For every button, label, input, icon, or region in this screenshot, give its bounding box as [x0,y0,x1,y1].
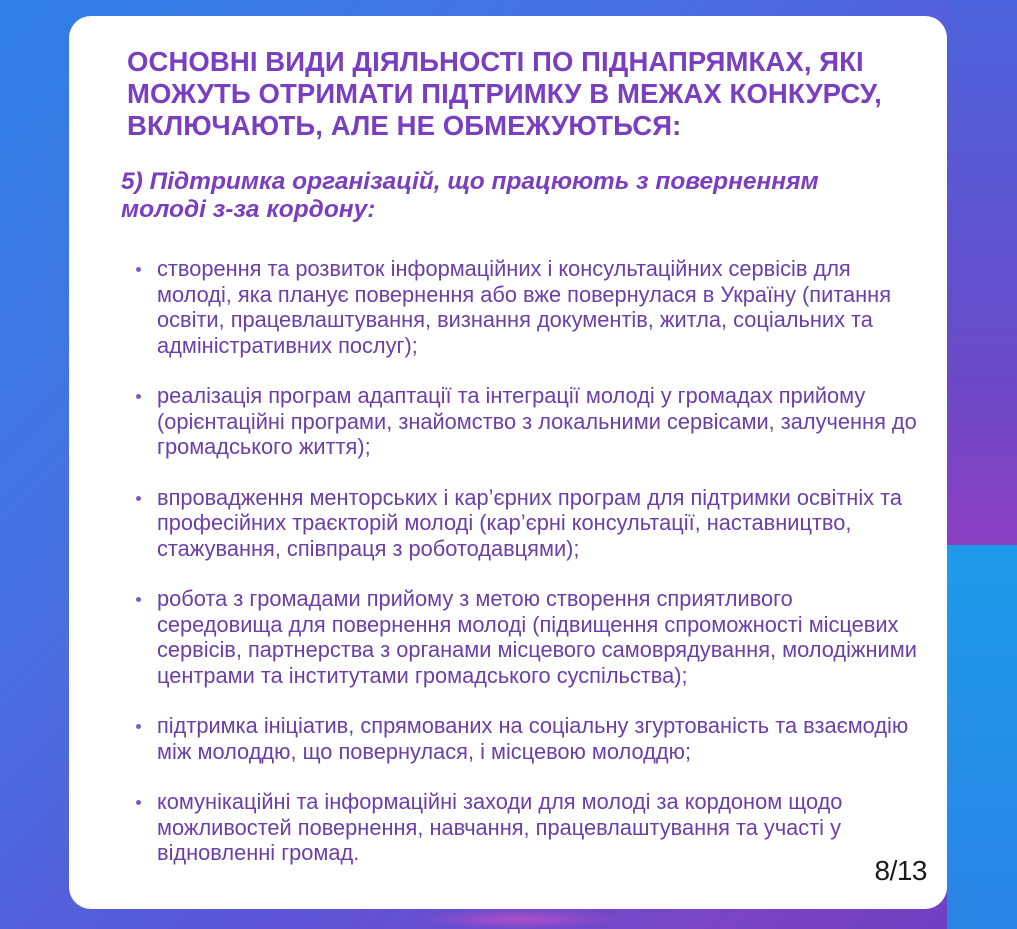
list-item-text: реалізація програм адаптації та інтеграції молоді у громадах прийому (орієнтаційні програми, знайомство з локальними сервісами, залучення до громадського життя); [157,383,917,459]
list-item [127,485,907,562]
list-item [127,256,907,358]
list-item [127,586,917,688]
bullet-icon [136,496,141,501]
list-item-text: підтримка ініціатив, спрямованих на соціальну згуртованість та взаємодію між молоддю, що повернулася, і місцевою молоддю; [157,713,909,764]
background-glow [420,909,620,929]
slide-heading: ОСНОВНІ ВИДИ ДІЯЛЬНОСТІ ПО ПІДНАПРЯМКАХ, ЯКІ МОЖУТЬ ОТРИМАТИ ПІДТРИМКУ В МЕЖАХ КОНКУРСУ, ВКЛЮЧАЮТЬ, АЛЕ НЕ ОБМЕЖУЮТЬСЯ: [127,46,882,141]
list-item-text: впровадження менторських і кар’єрних програм для підтримки освітніх та професійних траєкторій молоді (кар’єрні консультації, наставництво, стажування, співпраця з роботодавцями); [157,484,903,561]
bullet-icon [136,267,141,272]
background-accent-top-right [947,0,1017,545]
background-accent-strip [947,545,1017,929]
slide-card [69,16,947,909]
activity-list [127,256,917,866]
list-item-text: створення та розвиток інформаційних і консультаційних сервісів для молоді, яка планує повернення або вже повернулася в Україну (питання освіти, працевлаштування, визнання документів, житла, соціальних та адміністративних послуг); [157,256,892,358]
list-item [127,713,907,764]
bullet-icon [136,597,141,602]
list-item-text: робота з громадами прийому з метою створення сприятливого середовища для повернення молоді (підвищення спроможності місцевих сервісів, партнерства з органами місцевого самоврядування, молодіжними центрами та інститутами громадського суспільства); [157,586,917,688]
bullet-icon [136,800,141,805]
list-item [127,789,907,866]
bullet-icon [136,394,141,399]
bullet-icon [136,724,141,729]
list-item [127,383,917,460]
page-number: 8/13 [874,855,927,886]
section-subheading: 5) Підтримка організацій, що працюють з поверненням молоді з-за кордону: [121,168,819,223]
list-item-text: комунікаційні та інформаційні заходи для молоді за кордоном щодо можливостей повернення, навчання, працевлаштування та участі у відновленні громад. [157,789,843,865]
